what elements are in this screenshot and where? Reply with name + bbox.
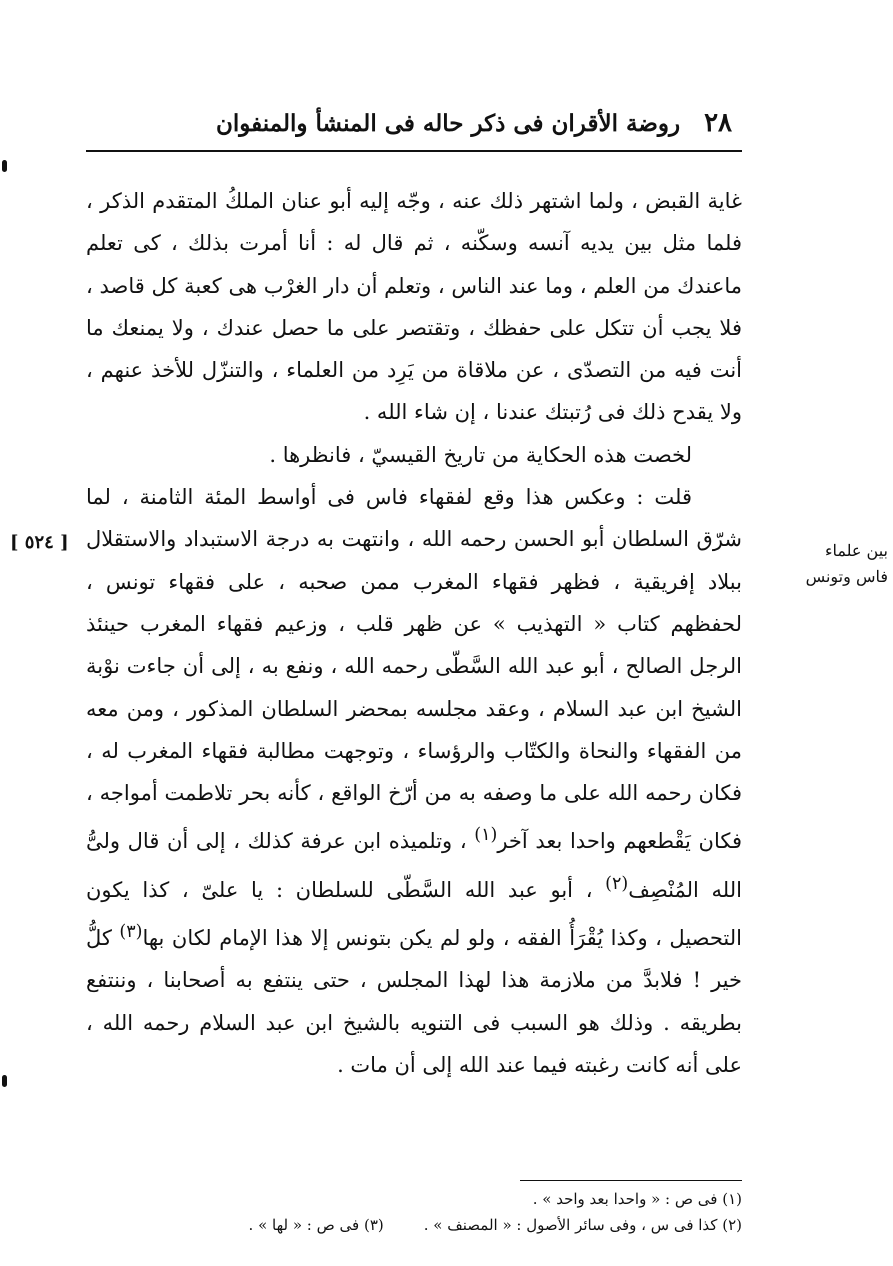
margin-note-line: فاس وتونس: [805, 567, 888, 586]
running-title: روضة الأقران فى ذكر حاله فى المنشأ والمنفوان: [216, 110, 681, 137]
paragraph: غاية القبض ، ولما اشتهر ذلك عنه ، وجّه إليه أبو عنان الملكُ المتقدم الذكر ، فلما مثل بين يديه آنسه وسكّنه ، ثم قال له : أنا أمرت بذلك ، كى تعلم ماعندك من العلم ، وما عند الناس ، وتعلم أن دار الغرْب هى كعبة كل قاصد ، فلا يجب أن تتكل على حفظك ، وتقتصر على ما حصل عندك ، ولا يمنعك ما أنت فيه من التصدّى ، عن ملاقاة من يَرِد من العلماء ، والتنزّل للأخذ عنهم ، ولا يقدح ذلك فى رُتبتك عندنا ، إن شاء الله .: [86, 189, 742, 425]
footnotes: [86, 1186, 742, 1238]
footnote-ref[interactable]: (١): [474, 825, 498, 846]
margin-note-line: بين علماء: [824, 541, 888, 560]
footnote-ref[interactable]: (٣): [119, 922, 143, 943]
footnote: (٢) كذا فى س ، وفى سائر الأصول : « المصنف » .: [423, 1216, 742, 1234]
scan-mark: [2, 160, 7, 172]
paragraph-text: ، أبو عبد الله السَّطّى للسلطان : يا علىّ ، كذا يكون التحصيل ، وكذا يُقْرَأُ الفقه ، ولو لم يكن بتونس إلا هذا الإمام لكان بها: [86, 877, 742, 951]
paragraph-text: كلُّ خير ! فلابدَّ من ملازمة هذا لهذا المجلس ، حتى ينتفع به أصحابنا ، وننتفع بطريقه . وذلك هو السبب فى التنويه بالشيخ ابن عبد السلام رحمه الله ، على أنه كانت رغبته فيما عند الله إلى أن مات .: [86, 926, 742, 1077]
footnote: (٣) فى ص : « لها » .: [248, 1216, 384, 1234]
footnote: (١) فى ص : « واحدا بعد واحد » .: [532, 1190, 742, 1208]
body-text: [86, 180, 742, 1086]
margin-note: [758, 538, 888, 590]
footnote-ref[interactable]: (٢): [605, 873, 629, 894]
edition-page-reference: [ ٥٢٤ ]: [10, 532, 69, 553]
scan-mark: [2, 1075, 7, 1087]
footnote-divider: [520, 1180, 742, 1181]
paragraph-text: ، وتلميذه ابن عرفة كذلك ، إلى أن قال ولىُّ الله المُنْصِف: [86, 829, 742, 902]
paragraph: لخصت هذه الحكاية من تاريخ القيسيّ ، فانظرها .: [269, 442, 692, 467]
footnote-line: [86, 1212, 742, 1238]
paragraph: [86, 476, 742, 1086]
page-header: [86, 106, 742, 152]
page-number: ٢٨: [704, 108, 732, 138]
paragraph-text: قلت : وعكس هذا وقع لفقهاء فاس فى أواسط المئة الثامنة ، لما شرّق السلطان أبو الحسن رحمه الله ، وانتهت به درجة الاستبداد والاستقلال ببلاد إفريقية ، فظهر فقهاء المغرب ممن صحبه ، على فقهاء تونس ، لحفظهم كتاب « التهذيب » عن ظهر قلب ، وزعيم فقهاء المغرب حينئذ الرجل الصالح ، أبو عبد الله السَّطّى رحمه الله ، ونفع به ، إلى أن جاءت نوْبة الشيخ ابن عبد السلام ، وعقد مجلسه بمحضر السلطان المذكور ، ومن معه من الفقهاء والنحاة والكتّاب والرؤساء ، وتوجهت مطالبة فقهاء المغرب له ، فكان رحمه الله على ما وصفه به من أرّخ الواقع ، كأنه بحر تلاطمت أمواجه ، فكان يَقْطعهم واحدا بعد آخر: [86, 485, 742, 854]
